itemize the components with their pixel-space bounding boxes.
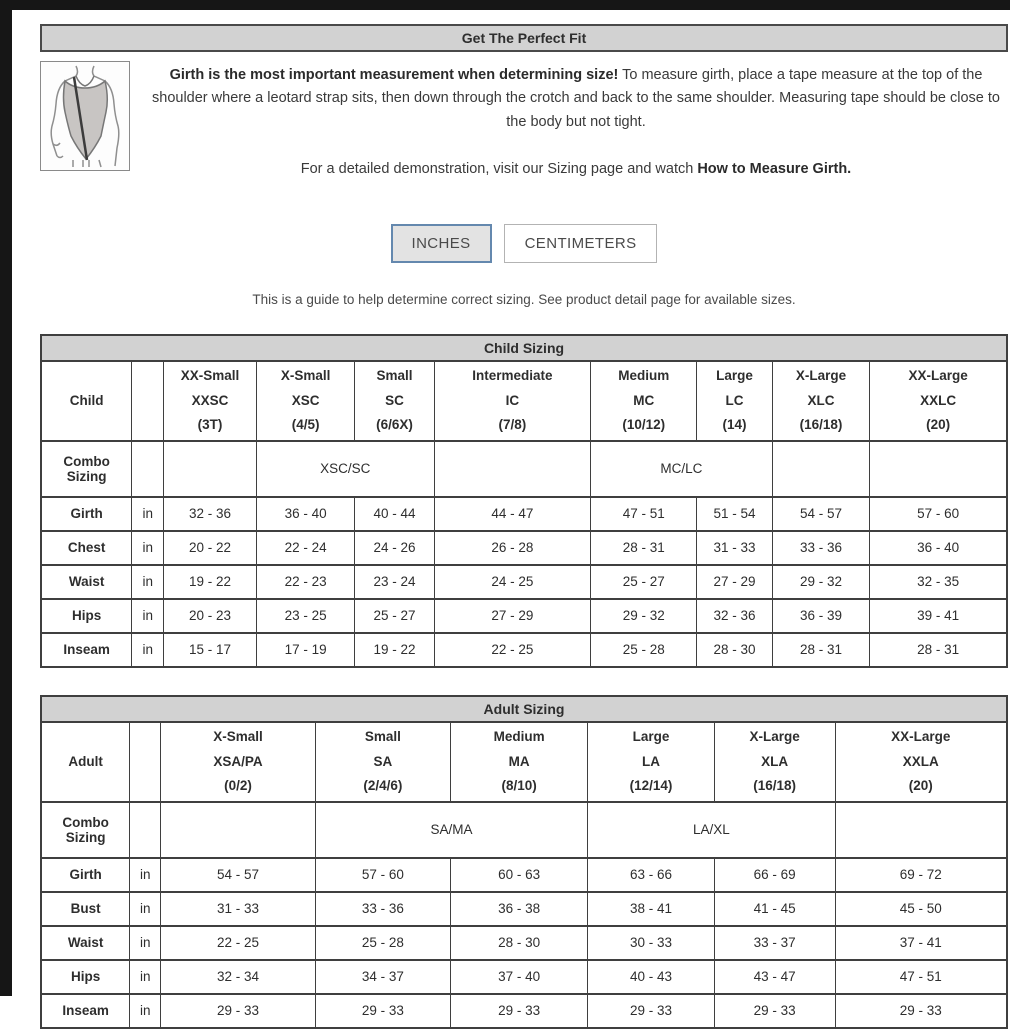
adult-girth-value-4: 66 - 69 [714, 858, 835, 892]
child-unit-hips: in [132, 599, 164, 633]
child-inseam-value-1: 17 - 19 [256, 633, 355, 667]
adult-girth-value-3: 63 - 66 [588, 858, 715, 892]
child-combo-cell-3: MC/LC [591, 441, 773, 497]
child-inseam-value-7: 28 - 31 [870, 633, 1007, 667]
adult-size-header-xla: X-Large XLA (16/18) [714, 722, 835, 802]
adult-row-label-inseam: Inseam [41, 994, 130, 1028]
child-unit-waist: in [132, 565, 164, 599]
child-inseam-value-2: 19 - 22 [355, 633, 434, 667]
page-frame-top [0, 0, 1010, 10]
demo-note [144, 158, 1008, 181]
child-waist-value-1: 22 - 23 [256, 565, 355, 599]
adult-inseam-value-2: 29 - 33 [451, 994, 588, 1028]
intro-section [40, 61, 1008, 182]
child-row-group-label: Child [41, 361, 132, 441]
child-chest-value-2: 24 - 26 [355, 531, 434, 565]
child-row-label-hips: Hips [41, 599, 132, 633]
adult-row-label-girth: Girth [41, 858, 130, 892]
child-girth-value-1: 36 - 40 [256, 497, 355, 531]
child-size-header-ic: Intermediate IC (7/8) [434, 361, 590, 441]
child-waist-value-7: 32 - 35 [870, 565, 1007, 599]
adult-unit-inseam: in [130, 994, 161, 1028]
adult-waist-value-0: 22 - 25 [161, 926, 316, 960]
sizing-guide-page [40, 10, 1008, 1029]
adult-combo-label: Combo Sizing [41, 802, 130, 858]
adult-row-group-label: Adult [41, 722, 130, 802]
child-unit-header [132, 361, 164, 441]
adult-size-header-ma: Medium MA (8/10) [451, 722, 588, 802]
adult-hips-value-0: 32 - 34 [161, 960, 316, 994]
demo-note-text: For a detailed demonstration, visit our Sizing page and watch [300, 161, 698, 178]
child-hips-value-3: 27 - 29 [434, 599, 590, 633]
child-girth-value-3: 44 - 47 [434, 497, 590, 531]
child-chest-value-0: 20 - 22 [164, 531, 257, 565]
child-unit-chest: in [132, 531, 164, 565]
child-size-header-xsc: X-Small XSC (4/5) [256, 361, 355, 441]
unit-toggle [40, 224, 1008, 263]
adult-unit-hips: in [130, 960, 161, 994]
child-chest-value-3: 26 - 28 [434, 531, 590, 565]
adult-row-label-hips: Hips [41, 960, 130, 994]
child-unit-inseam: in [132, 633, 164, 667]
child-combo-cell-4 [772, 441, 870, 497]
child-girth-value-7: 57 - 60 [870, 497, 1007, 531]
child-chest-value-7: 36 - 40 [870, 531, 1007, 565]
adult-unit-header [130, 722, 161, 802]
child-chest-value-5: 31 - 33 [697, 531, 772, 565]
adult-hips-value-2: 37 - 40 [451, 960, 588, 994]
child-row-hips [41, 599, 1007, 633]
adult-hips-value-1: 34 - 37 [315, 960, 450, 994]
adult-unit-bust: in [130, 892, 161, 926]
adult-inseam-value-5: 29 - 33 [835, 994, 1007, 1028]
demo-note-bold: How to Measure Girth. [697, 161, 852, 178]
adult-waist-value-5: 37 - 41 [835, 926, 1007, 960]
child-chest-value-1: 22 - 24 [256, 531, 355, 565]
centimeters-button[interactable]: CENTIMETERS [504, 224, 658, 263]
adult-waist-value-1: 25 - 28 [315, 926, 450, 960]
child-sizing-table [40, 334, 1008, 668]
leotard-figure-icon [43, 64, 127, 168]
child-row-chest [41, 531, 1007, 565]
child-inseam-value-6: 28 - 31 [772, 633, 870, 667]
adult-table-title: Adult Sizing [41, 696, 1007, 722]
child-size-header-mc: Medium MC (10/12) [591, 361, 697, 441]
adult-row-label-bust: Bust [41, 892, 130, 926]
adult-unit-waist: in [130, 926, 161, 960]
child-girth-value-2: 40 - 44 [355, 497, 434, 531]
child-waist-value-6: 29 - 32 [772, 565, 870, 599]
child-chest-value-4: 28 - 31 [591, 531, 697, 565]
child-combo-cell-2 [434, 441, 590, 497]
child-unit-girth: in [132, 497, 164, 531]
adult-bust-value-0: 31 - 33 [161, 892, 316, 926]
child-inseam-value-3: 22 - 25 [434, 633, 590, 667]
child-hips-value-7: 39 - 41 [870, 599, 1007, 633]
child-row-label-inseam: Inseam [41, 633, 132, 667]
adult-girth-value-0: 54 - 57 [161, 858, 316, 892]
child-size-header-xlc: X-Large XLC (16/18) [772, 361, 870, 441]
adult-row-inseam [41, 994, 1007, 1028]
adult-inseam-value-3: 29 - 33 [588, 994, 715, 1028]
child-inseam-value-0: 15 - 17 [164, 633, 257, 667]
adult-row-waist [41, 926, 1007, 960]
adult-girth-value-5: 69 - 72 [835, 858, 1007, 892]
child-row-label-waist: Waist [41, 565, 132, 599]
adult-combo-cell-0 [161, 802, 316, 858]
adult-size-header-la: Large LA (12/14) [588, 722, 715, 802]
adult-bust-value-5: 45 - 50 [835, 892, 1007, 926]
child-size-header-sc: Small SC (6/6X) [355, 361, 434, 441]
child-hips-value-1: 23 - 25 [256, 599, 355, 633]
adult-inseam-value-4: 29 - 33 [714, 994, 835, 1028]
child-hips-value-2: 25 - 27 [355, 599, 434, 633]
intro-paragraph [130, 61, 1008, 182]
adult-hips-value-5: 47 - 51 [835, 960, 1007, 994]
child-girth-value-0: 32 - 36 [164, 497, 257, 531]
adult-hips-value-4: 43 - 47 [714, 960, 835, 994]
child-waist-value-0: 19 - 22 [164, 565, 257, 599]
adult-row-bust [41, 892, 1007, 926]
adult-combo-unit-cell [130, 802, 161, 858]
sizing-guide-note: This is a guide to help determine correct sizing. See product detail page for available sizes. [252, 291, 796, 307]
child-table-title: Child Sizing [41, 335, 1007, 361]
child-hips-value-6: 36 - 39 [772, 599, 870, 633]
adult-unit-girth: in [130, 858, 161, 892]
child-chest-value-6: 33 - 36 [772, 531, 870, 565]
inches-button[interactable]: INCHES [391, 224, 492, 263]
child-combo-cell-1: XSC/SC [256, 441, 434, 497]
adult-hips-value-3: 40 - 43 [588, 960, 715, 994]
child-row-label-girth: Girth [41, 497, 132, 531]
child-combo-unit-cell [132, 441, 164, 497]
adult-size-header-xxla: XX-Large XXLA (20) [835, 722, 1007, 802]
adult-row-hips [41, 960, 1007, 994]
girth-measurement-illustration [40, 61, 130, 171]
child-inseam-value-5: 28 - 30 [697, 633, 772, 667]
girth-instructions-lead: Girth is the most important measurement when determining size! [169, 67, 619, 83]
child-waist-value-5: 27 - 29 [697, 565, 772, 599]
child-waist-value-3: 24 - 25 [434, 565, 590, 599]
child-size-header-xxlc: XX-Large XXLC (20) [870, 361, 1007, 441]
girth-instructions [144, 64, 1008, 134]
child-combo-cell-5 [870, 441, 1007, 497]
adult-row-label-waist: Waist [41, 926, 130, 960]
adult-girth-value-1: 57 - 60 [315, 858, 450, 892]
page-frame-left [0, 10, 12, 996]
child-hips-value-5: 32 - 36 [697, 599, 772, 633]
child-size-header-xxsc: XX-Small XXSC (3T) [164, 361, 257, 441]
adult-size-header-xsa-pa: X-Small XSA/PA (0/2) [161, 722, 316, 802]
child-waist-value-4: 25 - 27 [591, 565, 697, 599]
adult-waist-value-3: 30 - 33 [588, 926, 715, 960]
child-row-waist [41, 565, 1007, 599]
child-girth-value-5: 51 - 54 [697, 497, 772, 531]
child-row-girth [41, 497, 1007, 531]
adult-bust-value-2: 36 - 38 [451, 892, 588, 926]
adult-row-girth [41, 858, 1007, 892]
child-row-label-chest: Chest [41, 531, 132, 565]
child-combo-cell-0 [164, 441, 257, 497]
child-girth-value-6: 54 - 57 [772, 497, 870, 531]
adult-bust-value-3: 38 - 41 [588, 892, 715, 926]
page-title: Get The Perfect Fit [40, 24, 1008, 52]
child-inseam-value-4: 25 - 28 [591, 633, 697, 667]
child-girth-value-4: 47 - 51 [591, 497, 697, 531]
adult-girth-value-2: 60 - 63 [451, 858, 588, 892]
adult-bust-value-4: 41 - 45 [714, 892, 835, 926]
adult-combo-cell-2: LA/XL [588, 802, 835, 858]
adult-bust-value-1: 33 - 36 [315, 892, 450, 926]
child-hips-value-4: 29 - 32 [591, 599, 697, 633]
child-combo-label: Combo Sizing [41, 441, 132, 497]
adult-combo-cell-1: SA/MA [315, 802, 587, 858]
adult-inseam-value-1: 29 - 33 [315, 994, 450, 1028]
adult-inseam-value-0: 29 - 33 [161, 994, 316, 1028]
child-size-header-lc: Large LC (14) [697, 361, 772, 441]
child-row-inseam [41, 633, 1007, 667]
adult-combo-cell-3 [835, 802, 1007, 858]
child-hips-value-0: 20 - 23 [164, 599, 257, 633]
girth-instructions-body: To measure girth, place a tape measure at the top of the shoulder where a leotard strap sits, then down through the crotch and back to the same shoulder. Measuring tape should be close to the body but not tight. [152, 67, 1000, 130]
child-waist-value-2: 23 - 24 [355, 565, 434, 599]
adult-waist-value-2: 28 - 30 [451, 926, 588, 960]
adult-sizing-table [40, 695, 1008, 1029]
adult-size-header-sa: Small SA (2/4/6) [315, 722, 450, 802]
adult-waist-value-4: 33 - 37 [714, 926, 835, 960]
